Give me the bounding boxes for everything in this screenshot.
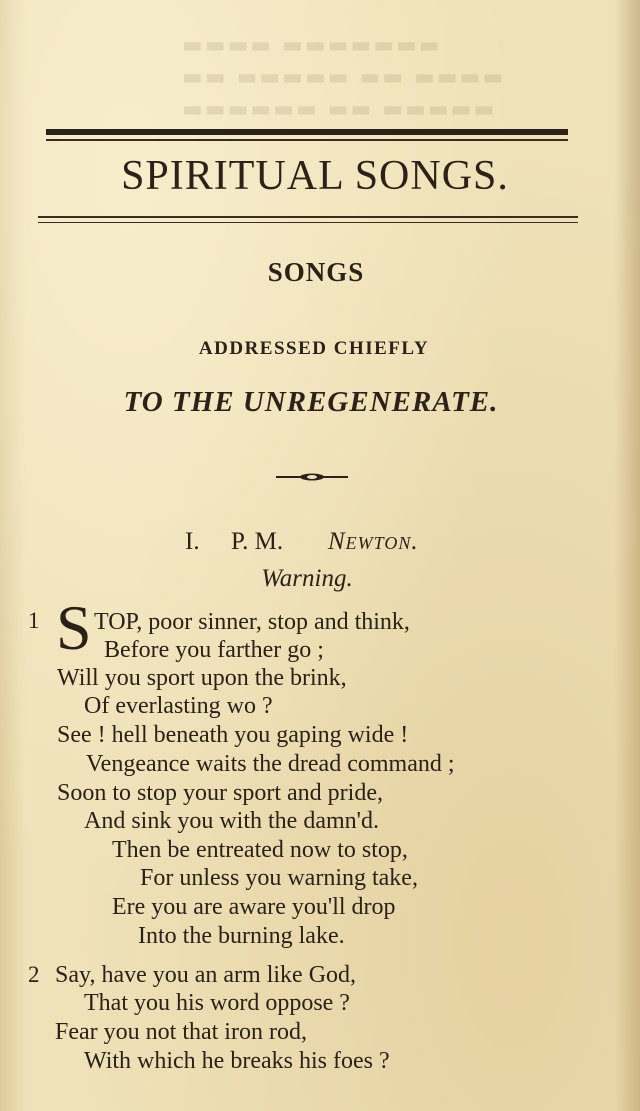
verse-line: Before you farther go ; <box>104 637 324 663</box>
verse-line: Then be entreated now to stop, <box>112 837 408 863</box>
verse-line: And sink you with the damn'd. <box>84 808 379 834</box>
hymn-header <box>0 528 640 564</box>
verse-line: Soon to stop your sport and pride, <box>57 780 383 806</box>
verse-line: TOP, poor sinner, stop and think, <box>94 609 410 635</box>
section-subheading-italic: TO THE UNREGENERATE. <box>123 386 499 418</box>
verse-line: Will you sport upon the brink, <box>57 665 347 691</box>
hymn-title: Warning. <box>261 565 353 592</box>
ornament-divider-icon <box>276 470 348 484</box>
verse-line: Into the burning lake. <box>138 923 345 949</box>
hymn-number: I. <box>185 528 200 555</box>
top-rule-thin <box>46 139 568 141</box>
title-rule-lower <box>38 222 578 223</box>
drop-cap: S <box>56 592 92 663</box>
verse-line: Fear you not that iron rod, <box>55 1019 307 1045</box>
verse-line: Vengeance waits the dread command ; <box>86 751 455 777</box>
verse-line: For unless you warning take, <box>140 865 418 891</box>
hymn-meter: P. M. <box>231 528 284 555</box>
verse-line: With which he breaks his foes ? <box>84 1048 390 1074</box>
section-subheading: ADDRESSED CHIEFLY <box>198 338 430 359</box>
verse-number: 2 <box>28 962 40 987</box>
verse-line: Say, have you an arm like God, <box>55 962 357 988</box>
section-heading: SONGS <box>267 257 365 287</box>
verse-number: 1 <box>28 608 40 633</box>
verse-line: That you his word oppose ? <box>84 990 350 1016</box>
verse-line: See ! hell beneath you gaping wide ! <box>57 722 409 748</box>
running-title: SPIRITUAL SONGS. <box>121 153 509 199</box>
title-rule-upper <box>38 216 578 218</box>
verse-line: Ere you are aware you'll drop <box>112 894 396 920</box>
verse-line: Of everlasting wo ? <box>84 693 273 719</box>
top-rule-thick <box>46 129 568 135</box>
show-through-text: ▬▬▬▬▬▬▬ ▬▬▬▬ ▬▬▬▬ ▬▬ ▬▬▬▬▬ ▬▬ ▬▬▬▬▬ ▬▬ ▬▬▬▬▬▬ <box>180 33 504 122</box>
hymn-tune: Newton. <box>328 528 419 555</box>
